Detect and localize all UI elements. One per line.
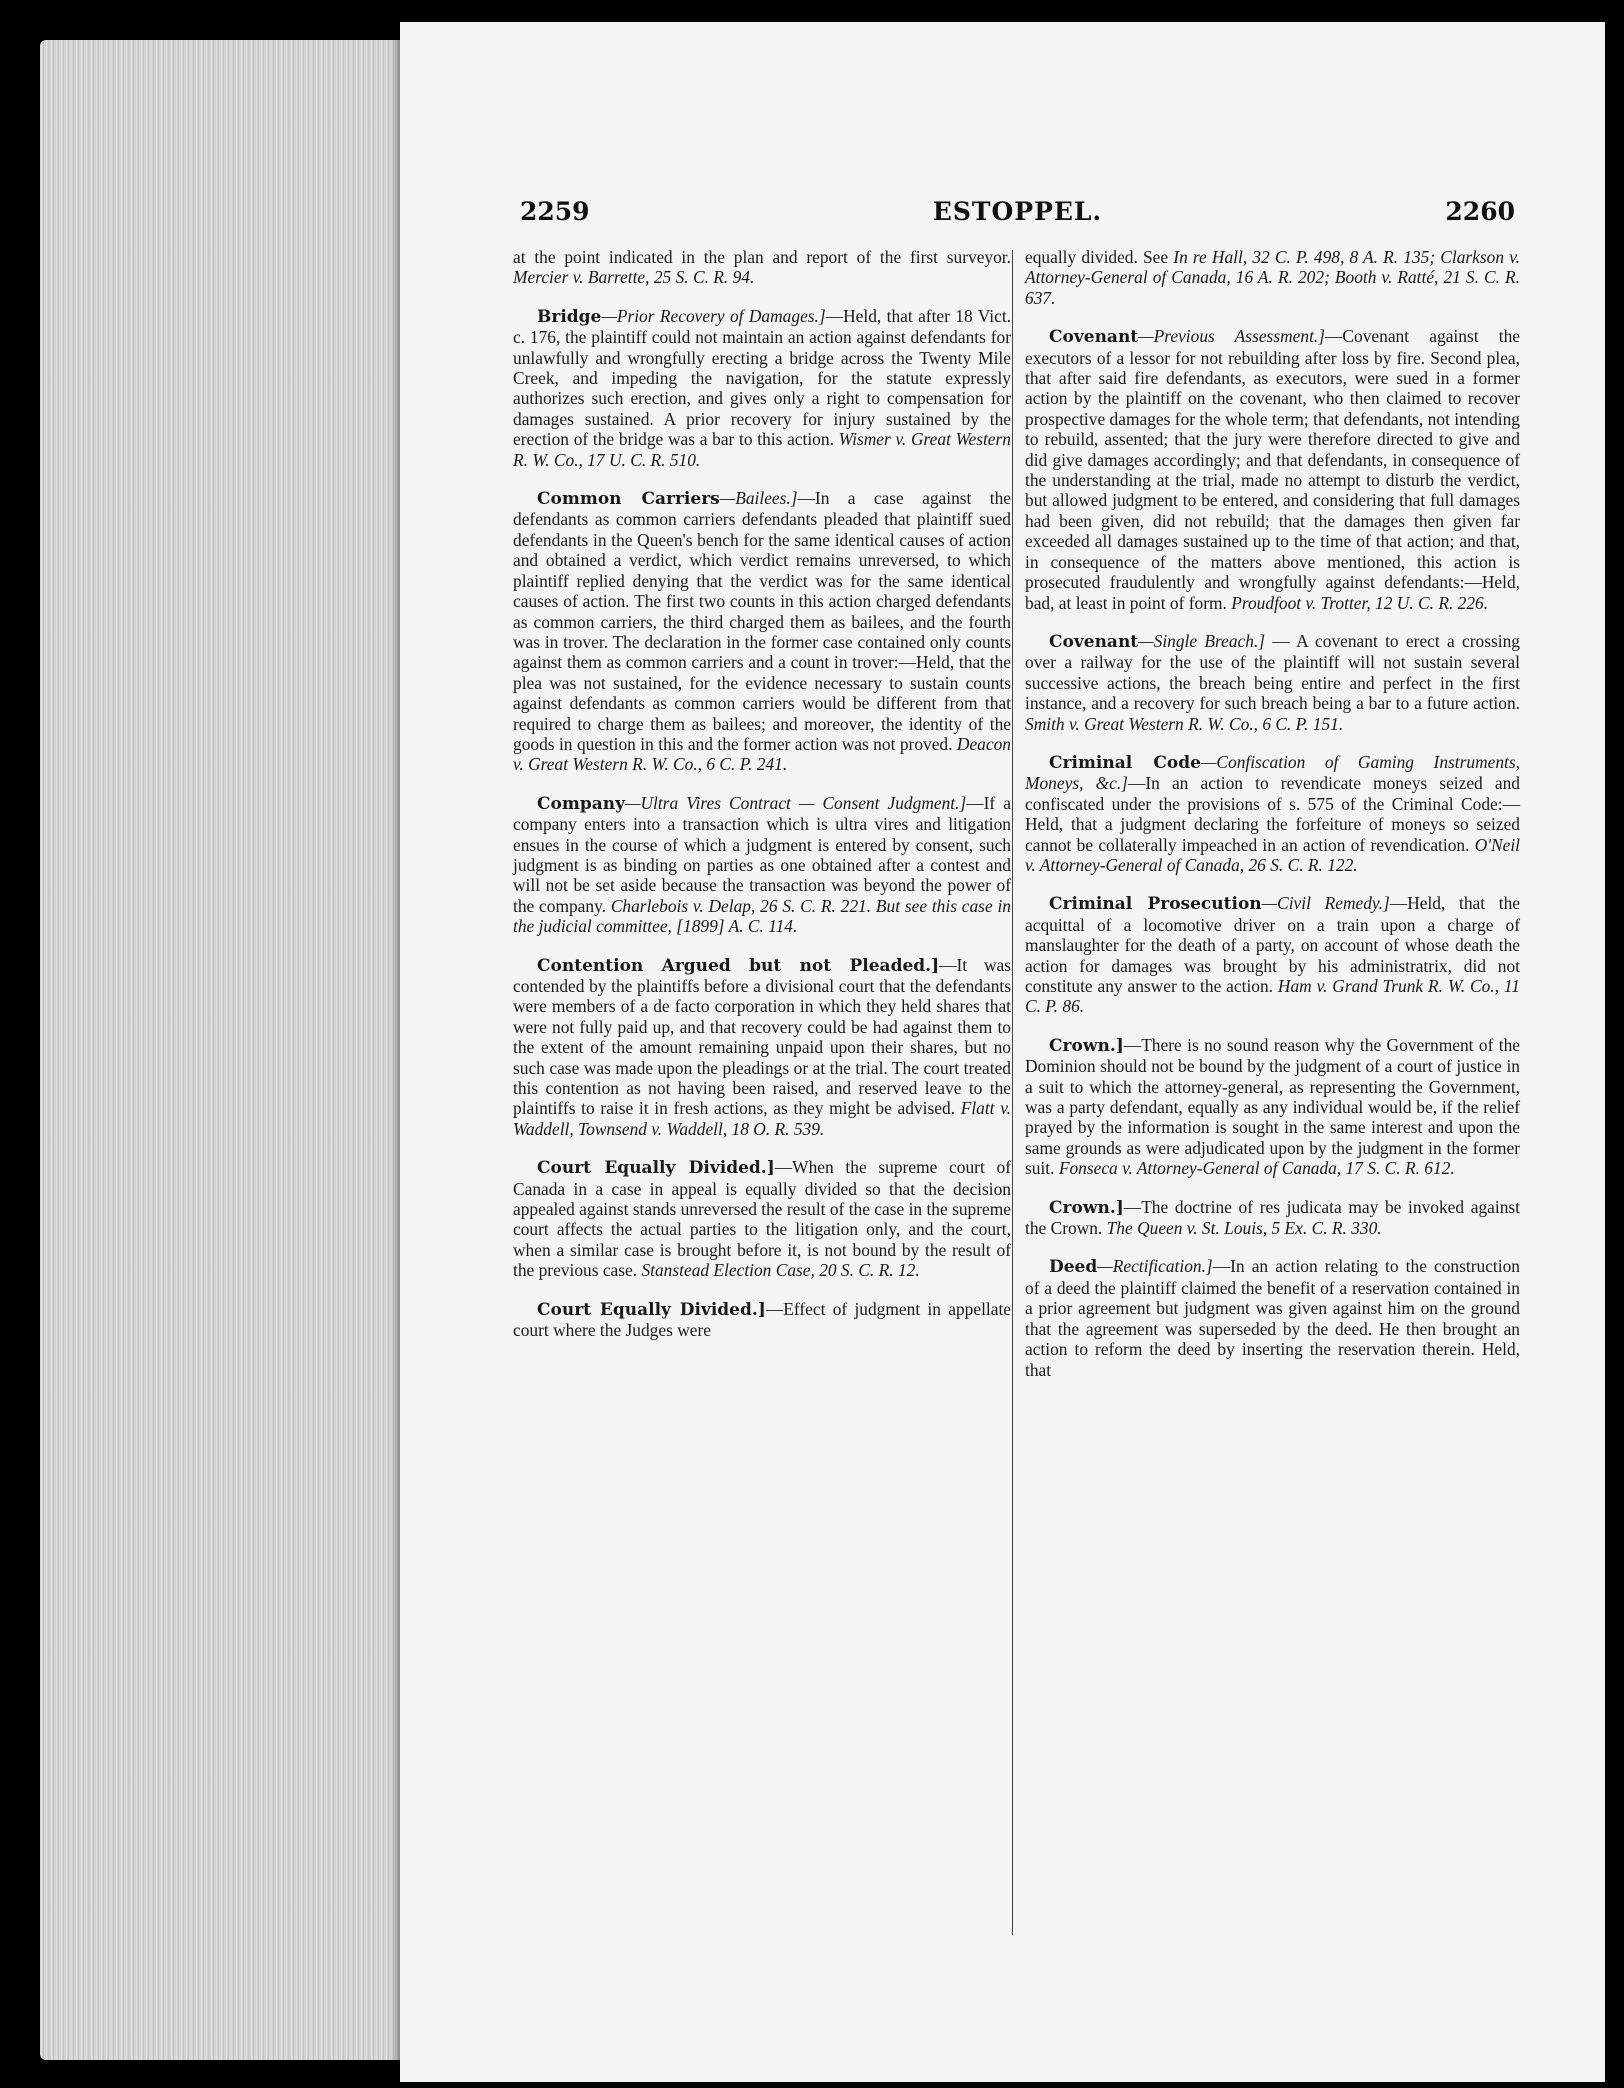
running-header — [520, 197, 1515, 237]
entry-heading: Criminal Prosecution — [1049, 894, 1262, 915]
entry-subheading: —Previous Assessment.] — [1138, 326, 1326, 347]
entry-heading: Crown.] — [1049, 1197, 1124, 1218]
digest-entry — [513, 955, 1011, 1140]
entry-text: — A covenant to erect a crossing over a railway for the use of the plaintiff will not sustain several successive actions, the breach being entire and perfect in the first instance, and a recovery for such breach being a bar to a future action. — [1025, 630, 1520, 714]
case-citation: Wismer v. Great Western R. W. Co., 17 U. C. R. 510. — [513, 429, 1011, 470]
digest-entry — [513, 1157, 1011, 1280]
entry-subheading: —Civil Remedy.] — [1261, 893, 1390, 914]
digest-entry — [1025, 1256, 1520, 1379]
entry-text: —Effect of judgment in appellate court where the Judges were — [513, 1298, 1012, 1341]
entry-heading: Covenant — [1049, 327, 1139, 348]
entry-text: —If a company enters into a transaction which is ultra vires and litigation ensues in the course of which a judgment is entered by consent, such judgment is as binding on parties as one obtained after a contest and will not be set aside because the transaction was beyond the power of the company. — [513, 792, 1012, 916]
entry-text: —When the supreme court of Canada in a case in appeal is equally divided so that the decision appealed against stands unreversed the result of the case in the supreme court affects the actual parties to the litigation only, and the court, when a similar case is brought before it, is not bound by the result of the previous case. — [513, 1157, 1012, 1281]
entry-heading: Court Equally Divided.] — [537, 1299, 766, 1320]
case-citation: Smith v. Great Western R. W. Co., 6 C. P. 151. — [1025, 713, 1344, 734]
entry-heading: Contention Argued but not Pleaded.] — [537, 955, 940, 976]
entry-heading: Covenant — [1049, 631, 1139, 652]
digest-entry — [513, 1299, 1011, 1341]
entry-text: —Held, that the acquittal of a locomotive driver on a train upon a charge of manslaughter for the death of a party, on account of whose death the action for damages was brought by his administratrix, did not constitute any answer to the action. — [1025, 893, 1520, 996]
continued-paragraph — [1025, 247, 1520, 308]
entry-heading: Bridge — [537, 306, 602, 327]
entry-text: —Covenant against the executors of a lessor for not rebuilding after loss by fire. Second plea, that after said fire defendants, as executors, were sued in a former action by the plaintiff on the covenant, who then claimed to recover prospective damages for the whole term; that defendants, not intending to rebuild, assented; that the jury were therefore directed to give and did give damages accordingly; and that defendants, in consequence of the understanding at the trial, made no attempt to disturb the verdict, but allowed judgment to be entered, and considering that full damages had been given, did not rebuild; that the damages then given far exceeded all damages sustained up to the time of that action; and that, in consequence of the matters above mentioned, this action is prosecuted fraudulently and wrongfully against defendants:—Held, bad, at least in point of form. — [1025, 326, 1520, 613]
entry-heading: Crown.] — [1049, 1035, 1124, 1056]
entry-subheading: —Prior Recovery of Damages.] — [601, 305, 826, 326]
case-citation: In re Hall, 32 C. P. 498, 8 A. R. 135; Clarkson v. Attorney-General of Canada, 16 A. R. 202; Booth v. Ratté, 21 S. C. R. 637. — [1025, 247, 1520, 308]
entry-text: —Held, that after 18 Vict. c. 176, the plaintiff could not maintain an action against defendants for unlawfully and wrongfully erecting a bridge across the Twenty Mile Creek, and impeding the navigation, for the statute expressly authorizes such erection, and gives only a right to compensation for damages sustained. A prior recovery for injury sustained by the erection of the bridge was a bar to this action. — [513, 305, 1011, 450]
digest-entry — [513, 488, 1011, 775]
entry-heading: Common Carriers — [537, 489, 720, 510]
digest-entry — [1025, 326, 1520, 613]
entry-subheading: —Rectification.] — [1097, 1256, 1213, 1277]
digest-entry — [1025, 631, 1520, 734]
digest-entry — [1025, 1035, 1520, 1179]
page-number-right: 2260 — [1445, 197, 1515, 226]
case-citation: Charlebois v. Delap, 26 S. C. R. 221. But see this case in the judicial committee, [1899] A. C. 114. — [513, 895, 1011, 937]
entry-text: —In a case against the defendants as common carriers defendants pleaded that plaintiff sued defendants in the Queen's bench for the same identical causes of action and obtained a verdict, which verdict remains unreversed, to which plaintiff replied denying that the verdict was for the same identical causes of action. The first two counts in this action charged defendants as common carriers, the third charged them as bailees, and the fourth was in trover. The declaration in the former case contained only counts against them as common carriers and a count in trover:—Held, that the plea was not sustained, for the evidence necessary to sustain counts against defendants as common carriers would be different from that required to charge them as bailees; and moreover, the identity of the goods in question in this and the former action was not proved. — [513, 488, 1011, 754]
case-citation: Mercier v. Barrette, 25 S. C. R. 94. — [513, 267, 755, 288]
entry-subheading: —Confiscation of Gaming Instruments, Moneys, &c.] — [1025, 751, 1520, 794]
entry-subheading: —Single Breach.] — [1138, 630, 1266, 651]
digest-entry — [513, 793, 1011, 937]
page-title: ESTOPPEL. — [932, 197, 1103, 226]
case-citation: Flatt v. Waddell, Townsend v. Waddell, 18 O. R. 539. — [513, 1098, 1011, 1139]
column-divider — [1012, 250, 1013, 1935]
case-citation: Proudfoot v. Trotter, 12 U. C. R. 226. — [1231, 592, 1489, 613]
digest-entry — [1025, 1197, 1520, 1239]
book-page-edges — [40, 40, 410, 2060]
entry-text: —It was contended by the plaintiffs before a divisional court that the defendants were members of a de facto corporation in which they held shares that were not fully paid up, and that recovery could be had against them to the extent of the amount remaining unpaid upon their shares, but no such case was made upon the pleadings or at the trial. The court treated this contention as not having been raised, and reserved leave to the plaintiffs to raise it in fresh actions, as they might be advised. — [513, 954, 1011, 1119]
entry-text: —There is no sound reason why the Government of the Dominion should not be bound by the judgment of a court of justice in a suit to which the attorney-general, as representing the Government, was a party defendant, equally as any individual would be, if the relief prayed by the information is sought in the same interest and upon the same grounds as were adjudicated upon by the judgment in the former suit. — [1025, 1034, 1520, 1179]
case-citation: Deacon v. Great Western R. W. Co., 6 C. P. 241. — [513, 733, 1011, 775]
entry-text: —The doctrine of res judicata may be invoked against the Crown. — [1025, 1196, 1520, 1239]
entry-heading: Criminal Code — [1049, 752, 1201, 773]
digest-entry — [513, 306, 1011, 470]
entry-text: —In an action relating to the construction of a deed the plaintiff claimed the benefit of a reservation contained in a prior agreement but judgment was given against him on the ground that the agreement was superseded by the deed. He then brought an action to reform the deed by inserting the reservation therein. Held, that — [1025, 1256, 1520, 1380]
case-citation: O'Neil v. Attorney-General of Canada, 26 S. C. R. 122. — [1025, 834, 1520, 875]
digest-entry — [1025, 893, 1520, 1016]
continued-paragraph — [513, 247, 1011, 288]
entry-heading: Court Equally Divided.] — [537, 1158, 775, 1179]
case-citation: Stanstead Election Case, 20 S. C. R. 12. — [641, 1260, 920, 1281]
entry-heading: Deed — [1049, 1257, 1098, 1278]
case-citation: Fonseca v. Attorney-General of Canada, 17 S. C. R. 612. — [1058, 1158, 1455, 1179]
left-column — [513, 247, 1011, 1359]
page-number-left: 2259 — [520, 197, 590, 226]
book-page — [400, 22, 1605, 2082]
right-column — [1025, 247, 1520, 1398]
entry-text: —In an action to revendicate moneys seized and confiscated under the provisions of s. 575 of the Criminal Code:—Held, that a judgment declaring the forfeiture of moneys so seized cannot be collaterally impeached in an action of revendication. — [1025, 773, 1520, 855]
entry-subheading: —Ultra Vires Contract — Consent Judgment.] — [625, 792, 967, 813]
entry-text: equally divided. See — [1025, 247, 1174, 267]
case-citation: Ham v. Grand Trunk R. W. Co., 11 C. P. 86. — [1025, 976, 1520, 1017]
case-citation: The Queen v. St. Louis, 5 Ex. C. R. 330. — [1106, 1218, 1382, 1239]
entry-subheading: —Bailees.] — [719, 488, 798, 509]
entry-text: at the point indicated in the plan and report of the first surveyor. — [513, 247, 1011, 267]
digest-entry — [1025, 752, 1520, 875]
entry-heading: Company — [537, 793, 625, 814]
